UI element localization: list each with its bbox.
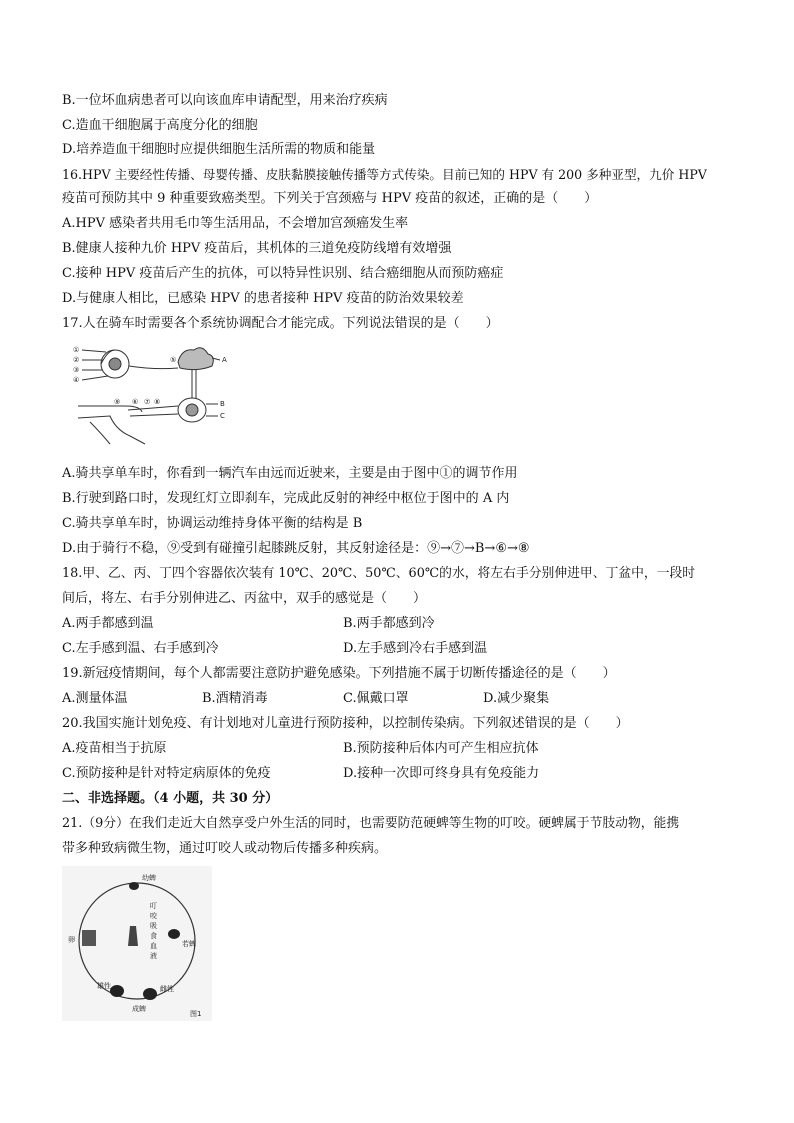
female-tick-icon	[143, 988, 157, 1000]
option-17b: B.行驶到路口时，发现红灯立即刹车，完成此反射的神经中枢位于图中的 A 内	[62, 491, 510, 506]
center-char-6: 液	[150, 952, 157, 960]
question-16-stem-cont: 疫苗可预防其中 9 种重要致癌类型。下列关于宫颈癌与 HPV 疫苗的叙述，正确的是（ ）	[62, 191, 598, 206]
option-16b: B.健康人接种九价 HPV 疫苗后，其机体的三道免疫防线增有效增强	[62, 241, 452, 256]
option-16c: C.接种 HPV 疫苗后产生的抗体，可以特异性识别、结合癌细胞从而预防癌症	[62, 266, 504, 281]
stage-egg: 卵	[68, 936, 75, 944]
center-char-2: 咬	[150, 912, 157, 920]
question-19-stem: 19.新冠疫情期间，每个人都需要注意防护避免感染。下列措施不属于切断传播途径的是（ ）	[62, 666, 616, 681]
option-18a: A.两手都感到温	[62, 616, 154, 631]
figure-17-reflex-diagram	[70, 340, 235, 455]
label-8: ⑧	[154, 398, 161, 406]
question-17-stem: 17.人在骑车时需要各个系统协调配合才能完成。下列说法错误的是（ ）	[62, 316, 499, 331]
option-18b: B.两手都感到冷	[343, 616, 435, 631]
question-21-stem-cont: 带多种致病微生物，通过叮咬人或动物后传播多种疾病。	[62, 841, 388, 856]
option-19b: B.酒精消毒	[202, 691, 268, 706]
label-2: ②	[73, 356, 80, 364]
center-char-3: 吸	[150, 922, 157, 930]
male-tick-icon	[110, 985, 124, 997]
label-1: ①	[73, 346, 80, 354]
stage-adult: 成蜱	[132, 1005, 146, 1013]
stage-larva: 幼蜱	[142, 874, 156, 882]
option-20d: D.接种一次即可终身具有免疫能力	[343, 766, 540, 781]
label-b: B	[220, 400, 225, 408]
egg-mass-icon	[82, 930, 96, 946]
option-19d: D.减少聚集	[483, 691, 550, 706]
option-17d: D.由于骑行不稳，⑨受到有碰撞引起膝跳反射，其反射途径是：⑨→⑦→B→⑥→⑧	[62, 541, 530, 556]
stage-male: 雄性	[97, 982, 111, 990]
option-15b: B.一位坏血病患者可以向该血库申请配型，用来治疗疾病	[62, 93, 388, 108]
option-20a: A.疫苗相当于抗原	[62, 741, 167, 756]
option-19a: A.测量体温	[62, 691, 128, 706]
option-15c: C.造血干细胞属于高度分化的细胞	[62, 118, 258, 133]
option-17c: C.骑共享单车时，协调运动维持身体平衡的结构是 B	[62, 516, 363, 531]
option-16a: A.HPV 感染者共用毛巾等生活用品，不会增加宫颈癌发生率	[62, 216, 409, 231]
option-18d: D.左手感到冷右手感到温	[343, 641, 488, 656]
question-20-stem: 20.我国实施计划免疫、有计划地对儿童进行预防接种，以控制传染病。下列叙述错误的是（ ）	[62, 716, 629, 731]
option-20b: B.预防接种后体内可产生相应抗体	[343, 741, 539, 756]
stage-female: 雌性	[160, 985, 174, 993]
label-c: C	[220, 412, 225, 420]
option-19c: C.佩戴口罩	[343, 691, 409, 706]
option-17a: A.骑共享单车时，你看到一辆汽车由远而近驶来，主要是由于图中①的调节作用	[62, 466, 518, 481]
question-18-stem-cont: 间后，将左、右手分别伸进乙、丙盆中，双手的感觉是（ ）	[62, 591, 427, 606]
stage-nymph: 若蜱	[182, 940, 196, 948]
figure-21-tick-lifecycle	[62, 866, 212, 1021]
label-3: ③	[73, 366, 80, 374]
nymph-tick-icon	[168, 929, 180, 939]
label-7: ⑦	[144, 398, 151, 406]
option-18c: C.左手感到温、右手感到冷	[62, 641, 219, 656]
question-18-stem: 18.甲、乙、丙、丁四个容器依次装有 10℃、20℃、50℃、60℃的水，将左右手分别伸进甲、丁盆中，一段时	[62, 566, 696, 581]
question-21-stem: 21.（9分）在我们走近大自然享受户外生活的同时，也需要防范硬蜱等生物的叮咬。硬蜱属于节肢动物，能携	[62, 816, 680, 831]
label-6: ⑥	[132, 398, 139, 406]
label-a: A	[222, 356, 227, 364]
center-char-4: 食	[150, 932, 157, 940]
larva-tick-icon	[129, 882, 139, 890]
section-heading: 二、非选择题。（4 小题，共 30 分）	[62, 791, 279, 806]
center-char-1: 叮	[150, 902, 157, 910]
option-20c: C.预防接种是针对特定病原体的免疫	[62, 766, 271, 781]
question-16-stem: 16.HPV 主要经性传播、母婴传播、皮肤黏膜接触传播等方式传染。目前已知的 HPV 有 200 多种亚型，九价 HPV	[62, 167, 707, 182]
option-16d: D.与健康人相比，已感染 HPV 的患者接种 HPV 疫苗的防治效果较差	[62, 291, 464, 306]
label-9: ⑨	[114, 398, 121, 406]
label-5: ⑤	[170, 356, 177, 364]
center-char-5: 血	[150, 942, 157, 950]
figure-caption: 图1	[190, 1010, 202, 1018]
label-4: ④	[73, 376, 80, 384]
option-15d: D.培养造血干细胞时应提供细胞生活所需的物质和能量	[62, 142, 376, 157]
